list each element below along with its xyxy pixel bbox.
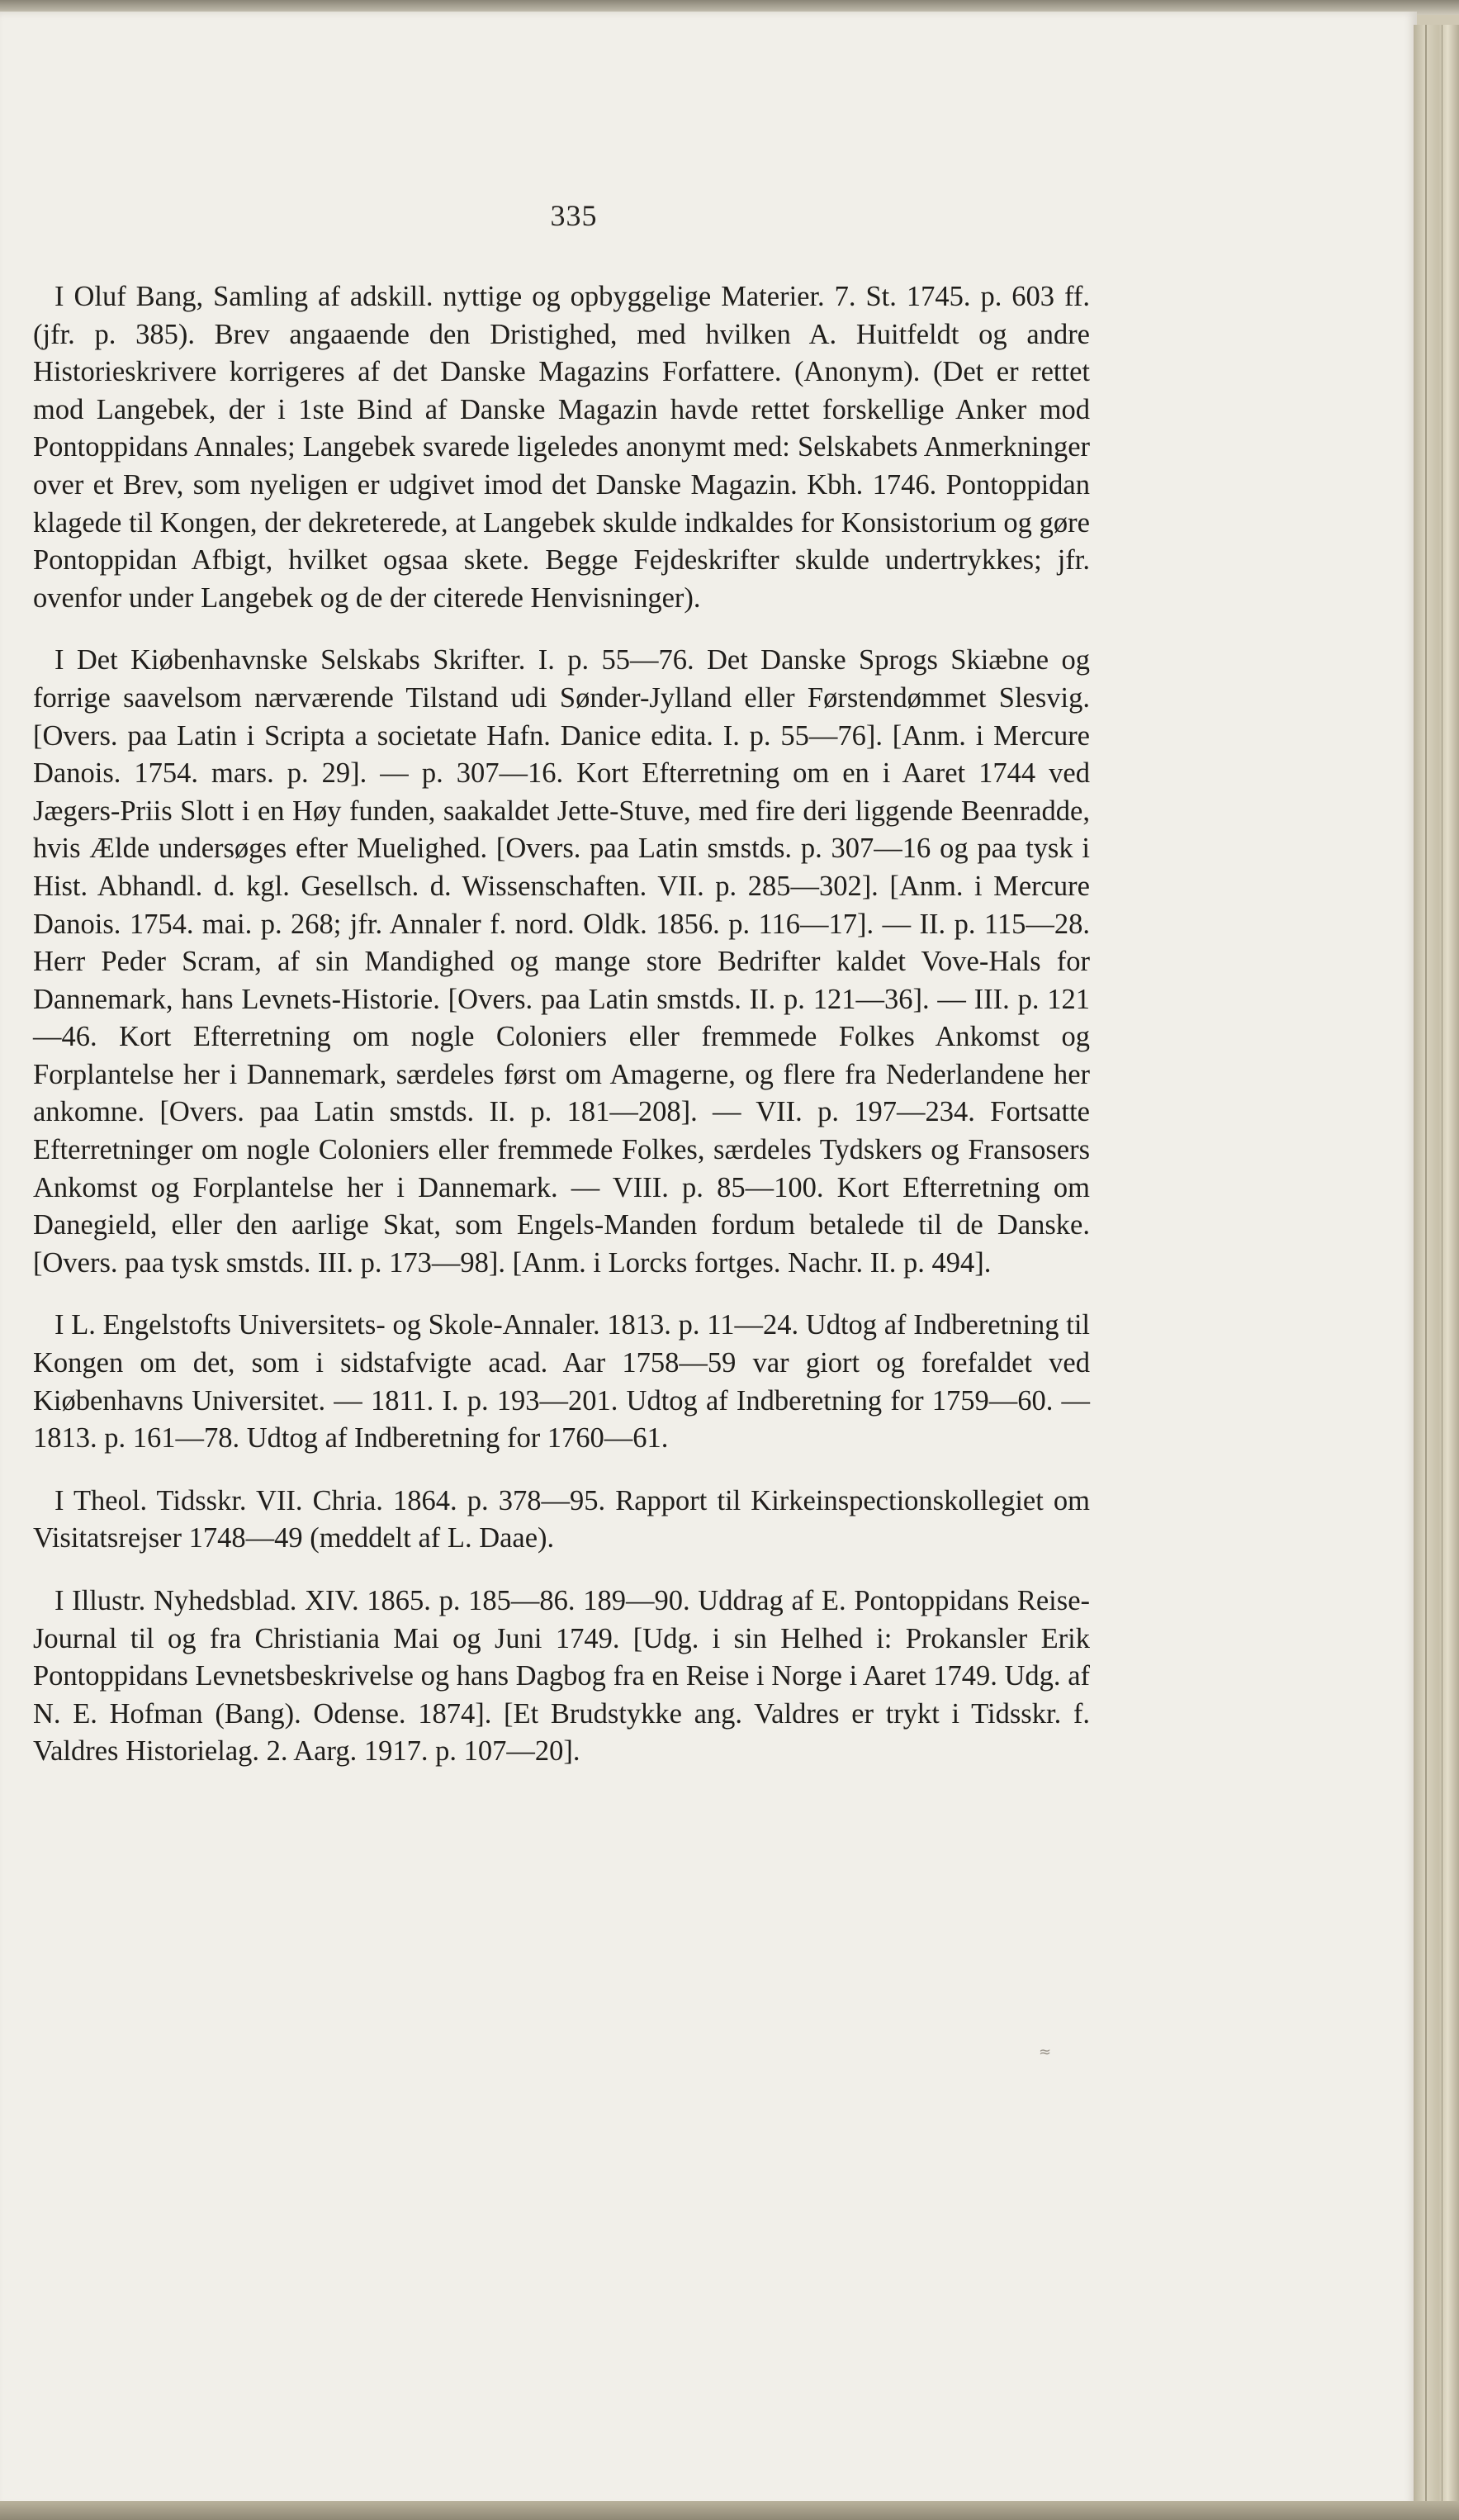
page-number: 335 — [550, 199, 598, 232]
entry-illustr-nyhedsblad: I Illustr. Nyhedsblad. XIV. 1865. p. 185—86. 189—90. Uddrag af E. Pontoppidans Reise-Journal til og fra Christiania Mai og Juni 1749. [Udg. i sin Helhed i: Prokansler Erik Pontoppidans Levnetsbeskrivelse og hans Dagbog fra en Reise i Norge i Aaret 1749. Udg. af N. E. Hofman (Bang). Odense. 1874]. [Et Brudstykke ang. Valdres er trykt i Tidsskr. f. Valdres Historielag. 2. Aarg. 1917. p. 107—20]. — [33, 1585, 1090, 1768]
entry-kiobenhavnske-skrifter: I Det Kiøbenhavnske Selskabs Skrifter. I. p. 55—76. Det Danske Sprogs Skiæbne og forrige saavelsom nærværende Tilstand udi Sønder-Jylland eller Førstendømmet Slesvig. [Overs. paa Latin i Scripta a societate Hafn. Danice edita. I. p. 55—76]. [Anm. i Mercure Danois. 1754. mars. p. 29]. — p. 307—16. Kort Efterretning om en i Aaret 1744 ved Jægers-Priis Slott i en Høy funden, saakaldet Jette-Stuve, med fire deri liggende Beenradde, hvis Ælde undersøges efter Muelighed. [Overs. paa Latin smstds. p. 307—16 og paa tysk i Hist. Abhandl. d. kgl. Gesellsch. d. Wissenschaften. VII. p. 285—302]. [Anm. i Mercure Danois. 1754. mai. p. 268; jfr. Annaler f. nord. Oldk. 1856. p. 116—17]. — II. p. 115—28. Herr Peder Scram, af sin Mandighed og mange store Bedrifter kaldet Vove-Hals for Dannemark, hans Levnets-Historie. [Overs. paa Latin smstds. II. p. 121—36]. — III. p. 121—46. Kort Efterretning om nogle Coloniers eller fremmede Folkes Ankomst og Forplantelse her i Dannemark, særdeles først om Amagerne, og flere fra Nederlandene her ankomne. [Overs. paa Latin smstds. II. p. 181—208]. — VII. p. 197—234. Fortsatte Efterretninger om nogle Coloniers eller fremmede Folkes, særdeles Tydskers og Fransosers Ankomst og Forplantelse her i Dannemark. — VIII. p. 85—100. Kort Efterretning om Danegield, eller den aarlige Skat, som Engels-Manden fordum betalede til de Danske. [Overs. paa tysk smstds. III. p. 173—98]. [Anm. i Lorcks fortges. Nachr. II. p. 494]. — [33, 644, 1090, 1279]
entry-engelstoft-annaler: I L. Engelstofts Universitets- og Skole-Annaler. 1813. p. 11—24. Udtog af Indberetning til Kongen om det, som i sidstafvigte acad. Aar 1758—59 var giort og forefaldet ved Kiøbenhavns Universitet. — 1811. I. p. 193—201. Udtog af Indberetning for 1759—60. — 1813. p. 161—78. Udtog af Indberetning for 1760—61. — [33, 1309, 1090, 1455]
stray-mark: ≈ — [1039, 2043, 1052, 2061]
page-body — [33, 278, 1090, 1796]
book-page — [0, 12, 1417, 2508]
book-page-edge — [1414, 25, 1459, 2520]
scan-bottom-edge — [0, 2501, 1459, 2520]
entry-theol-tidsskr: I Theol. Tidsskr. VII. Chria. 1864. p. 378—95. Rapport til Kirkeinspectionskollegiet om Visitatsrejser 1748—49 (meddelt af L. Daae). — [33, 1484, 1090, 1554]
entry-bang-samling: I Oluf Bang, Samling af adskill. nyttige og opbyggelige Materier. 7. St. 1745. p. 603 ff. (jfr. p. 385). Brev angaaende den Dristighed, med hvilken A. Huitfeldt og andre Historieskrivere korrigeres af det Danske Magazins Forfattere. (Anonym). (Det er rettet mod Langebek, der i 1ste Bind af Danske Magazin havde rettet forskellige Anker mod Pontoppidans Annales; Langebek svarede ligeledes anonymt med: Selskabets Anmerkninger over et Brev, som nyeligen er udgivet imod det Danske Magazin. Kbh. 1746. Pontoppidan klagede til Kongen, der dekreterede, at Langebek skulde indkaldes for Konsistorium og gøre Pontoppidan Afbigt, hvilket ogsaa skete. Begge Fejdeskrifter skulde undertrykkes; jfr. ovenfor under Langebek og de der citerede Henvisninger). — [33, 281, 1090, 614]
